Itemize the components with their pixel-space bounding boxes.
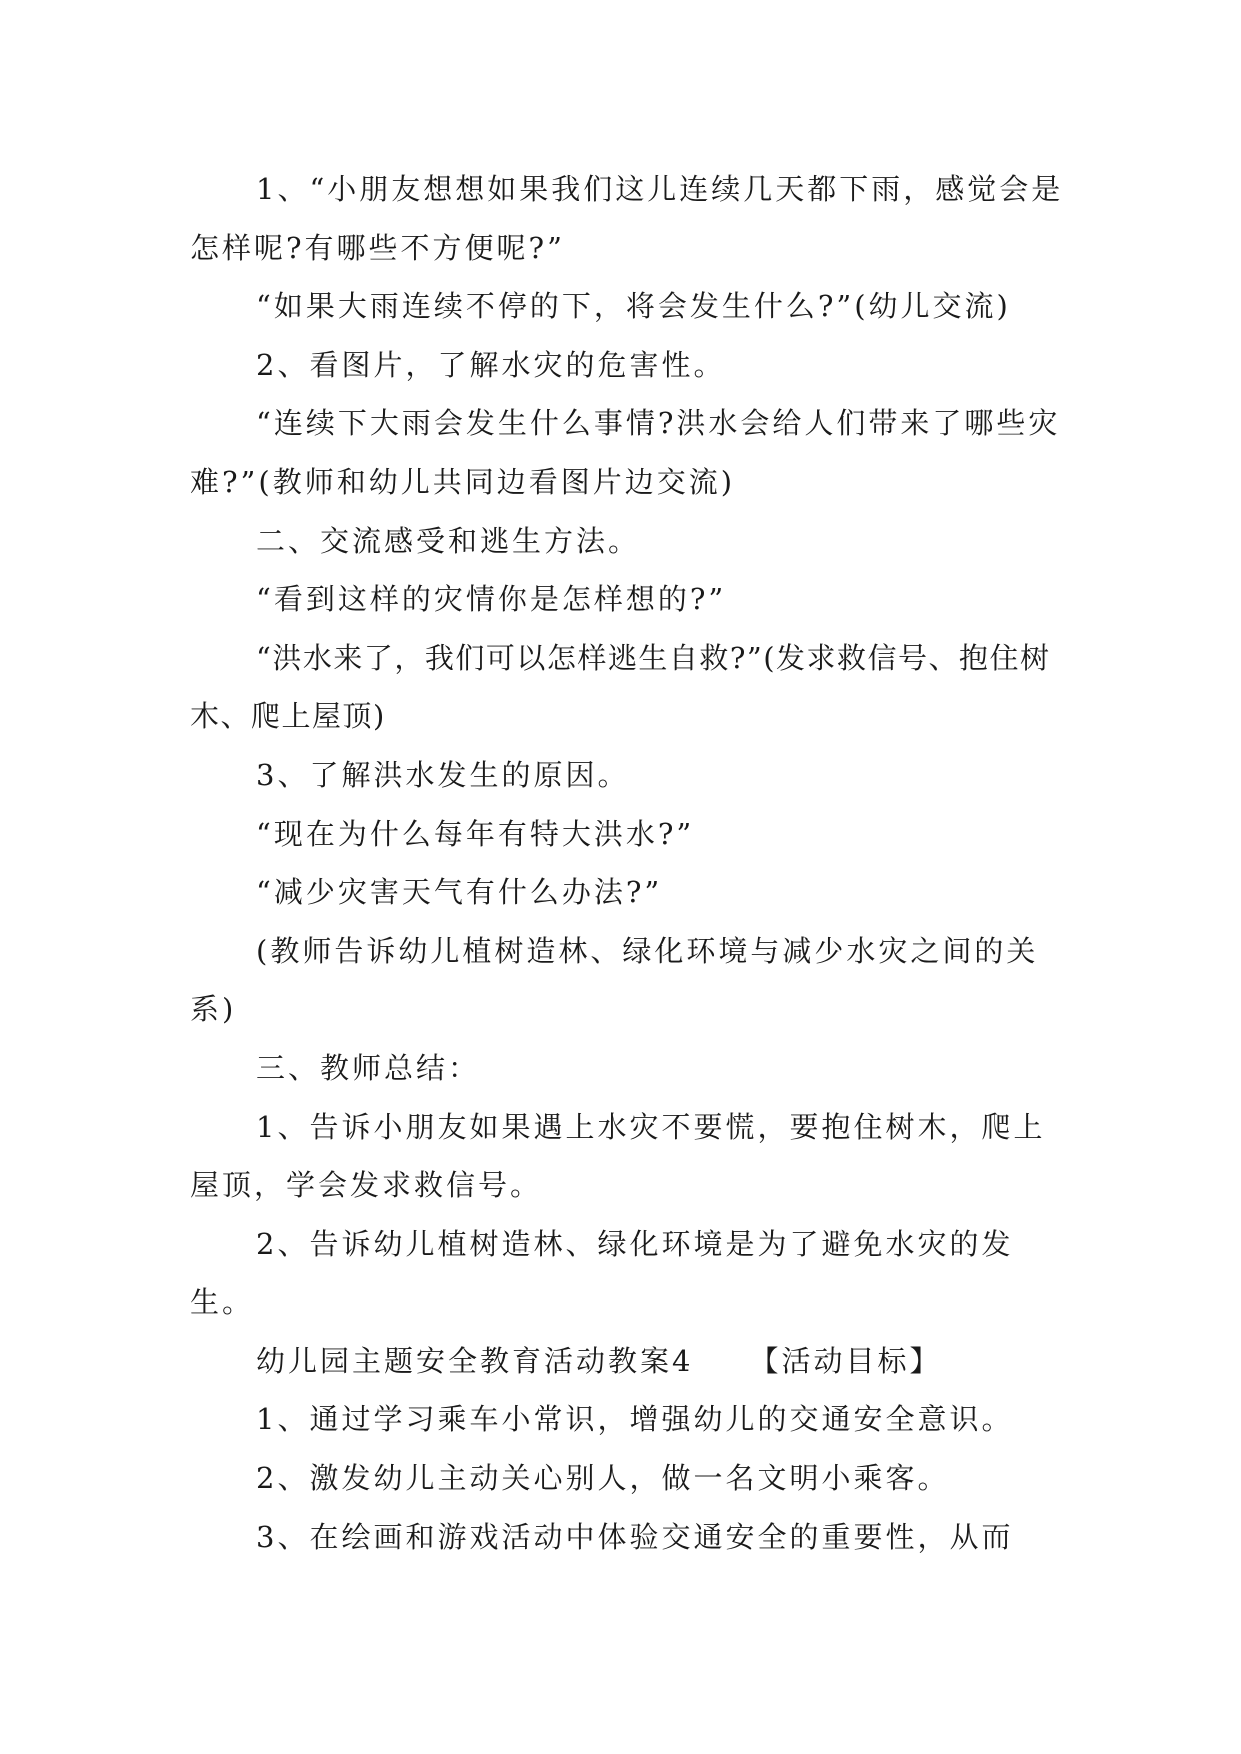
paragraph: 2、看图片，了解水灾的危害性。 [256, 347, 726, 382]
paragraph: “现在为什么每年有特大洪水?” [256, 816, 695, 851]
paragraph: “减少灾害天气有什么办法?” [256, 875, 663, 910]
paragraph: (教师告诉幼儿植树造林、绿化环境与减少水灾之间的关系) [190, 933, 1039, 1027]
paragraph: 1、告诉小朋友如果遇上水灾不要慌，要抱住树木，爬上屋顶，学会发求救信号。 [190, 1109, 1046, 1203]
section-bracket-label: 【活动目标】 [749, 1343, 942, 1378]
paragraph: “如果大雨连续不停的下，将会发生什么?”(幼儿交流) [256, 289, 1011, 324]
objective-item: 1、通过学习乘车小常识，增强幼儿的交通安全意识。 [256, 1402, 1014, 1437]
paragraph: 1、“小朋友想想如果我们这儿连续几天都下雨，感觉会是怎样呢?有哪些不方便呢?” [190, 172, 1064, 265]
section-title: 幼儿园主题安全教育活动教案4 [256, 1343, 694, 1378]
paragraph: 2、告诉幼儿植树造林、绿化环境是为了避免水灾的发生。 [190, 1226, 1014, 1320]
paragraph: “连续下大雨会发生什么事情?洪水会给人们带来了哪些灾难?”(教师和幼儿共同边看图片边交流) [190, 406, 1061, 499]
paragraph: “看到这样的灾情你是怎样想的?” [256, 582, 727, 617]
paragraph: 二、交流感受和逃生方法。 [256, 523, 641, 558]
paragraph: 3、了解洪水发生的原因。 [256, 757, 630, 792]
document-body [190, 160, 1070, 1566]
section-heading [190, 1332, 1070, 1391]
objective-item: 3、在绘画和游戏活动中体验交通安全的重要性，从而 [256, 1519, 1014, 1554]
paragraph: 三、教师总结： [256, 1050, 481, 1085]
paragraph: “洪水来了，我们可以怎样逃生自救?”(发求救信号、抱住树木、爬上屋顶) [190, 640, 1051, 734]
objective-item: 2、激发幼儿主动关心别人，做一名文明小乘客。 [256, 1461, 950, 1496]
